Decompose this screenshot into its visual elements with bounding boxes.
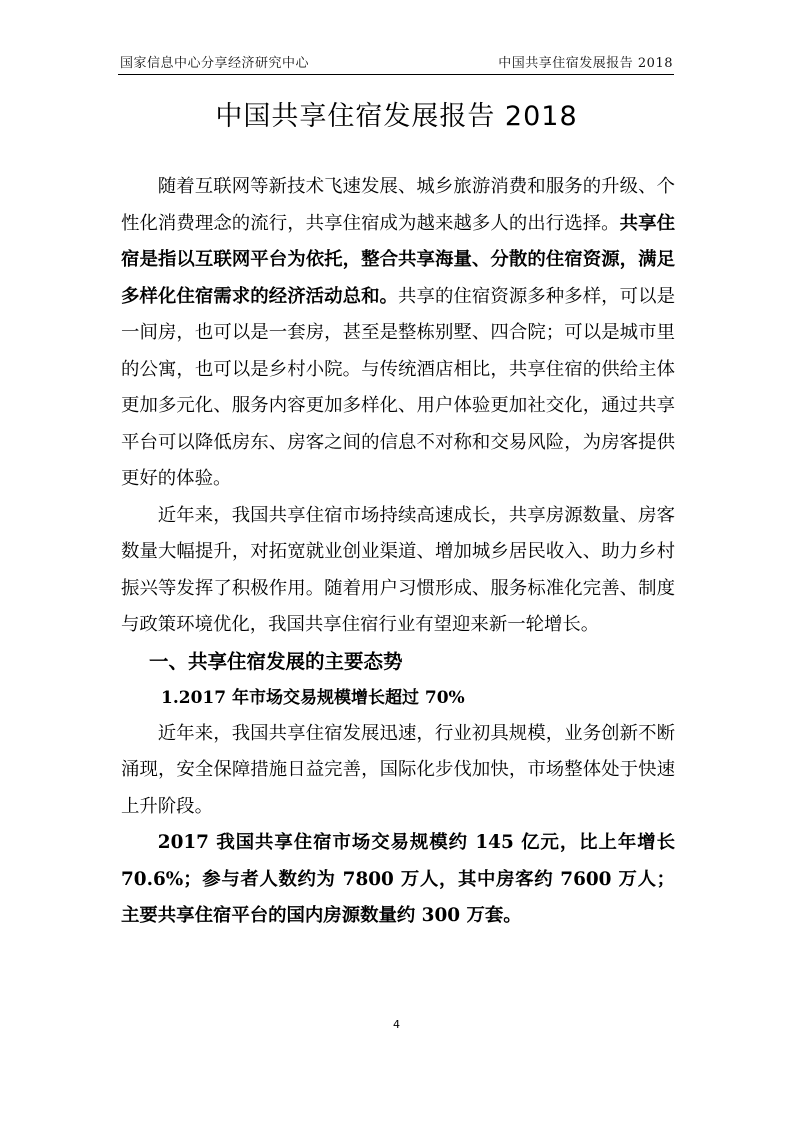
paragraph-intro-end: 共享的住宿资源多种多样，可以是一间房，也可以是一套房，甚至是整栋别墅、四合院；可以是城市里的公寓，也可以是乡村小院。与传统酒店相比，共享住宿的供给主体更加多元化、服务内容更加多样化、用户体验更加社交化，通过共享平台可以降低房东、房客之间的信息不对称和交易风险，为房客提供更好的体验。 bbox=[121, 285, 675, 489]
paragraph-intro bbox=[121, 169, 675, 498]
page-title: 中国共享住宿发展报告 2018 bbox=[215, 101, 578, 132]
paragraph-growth: 近年来，我国共享住宿市场持续高速成长，共享房源数量、房客数量大幅提升，对拓宽就业创业渠道、增加城乡居民收入、助力乡村振兴等发挥了积极作用。随着用户习惯形成、服务标准化完善、制度与政策环境优化，我国共享住宿行业有望迎来新一轮增长。 bbox=[121, 504, 675, 635]
body-text bbox=[121, 169, 675, 935]
paragraph-development: 近年来，我国共享住宿发展迅速，行业初具规模，业务创新不断涌现，安全保障措施日益完善，国际化步伐加快，市场整体处于快速上升阶段。 bbox=[121, 722, 675, 817]
header-divider bbox=[118, 74, 674, 75]
page-number: 4 bbox=[393, 1018, 400, 1031]
header-left-org: 国家信息中心分享经济研究中心 bbox=[120, 56, 310, 71]
subsection-heading: 1.2017 年市场交易规模增长超过 70% bbox=[161, 687, 465, 708]
definition-bold-text: 共享住宿是指以互联网平台为依托，整合共享海量、分散的住宿资源，满足多样化住宿需求的经济活动总和。 bbox=[121, 212, 675, 307]
paragraph-statistics-bold: 2017 我国共享住宿市场交易规模约 145 亿元，比上年增长 70.6%；参与者人数约为 7800 万人，其中房客约 7600 万人；主要共享住宿平台的国内房源数量约 300 万套。 bbox=[121, 832, 675, 926]
section-heading: 一、共享住宿发展的主要态势 bbox=[149, 649, 403, 673]
paragraph-intro-start: 随着互联网等新技术飞速发展、城乡旅游消费和服务的升级、个性化消费理念的流行，共享住宿成为越来越多人的出行选择。 bbox=[121, 176, 675, 234]
header-right-report-title: 中国共享住宿发展报告 2018 bbox=[498, 56, 673, 71]
